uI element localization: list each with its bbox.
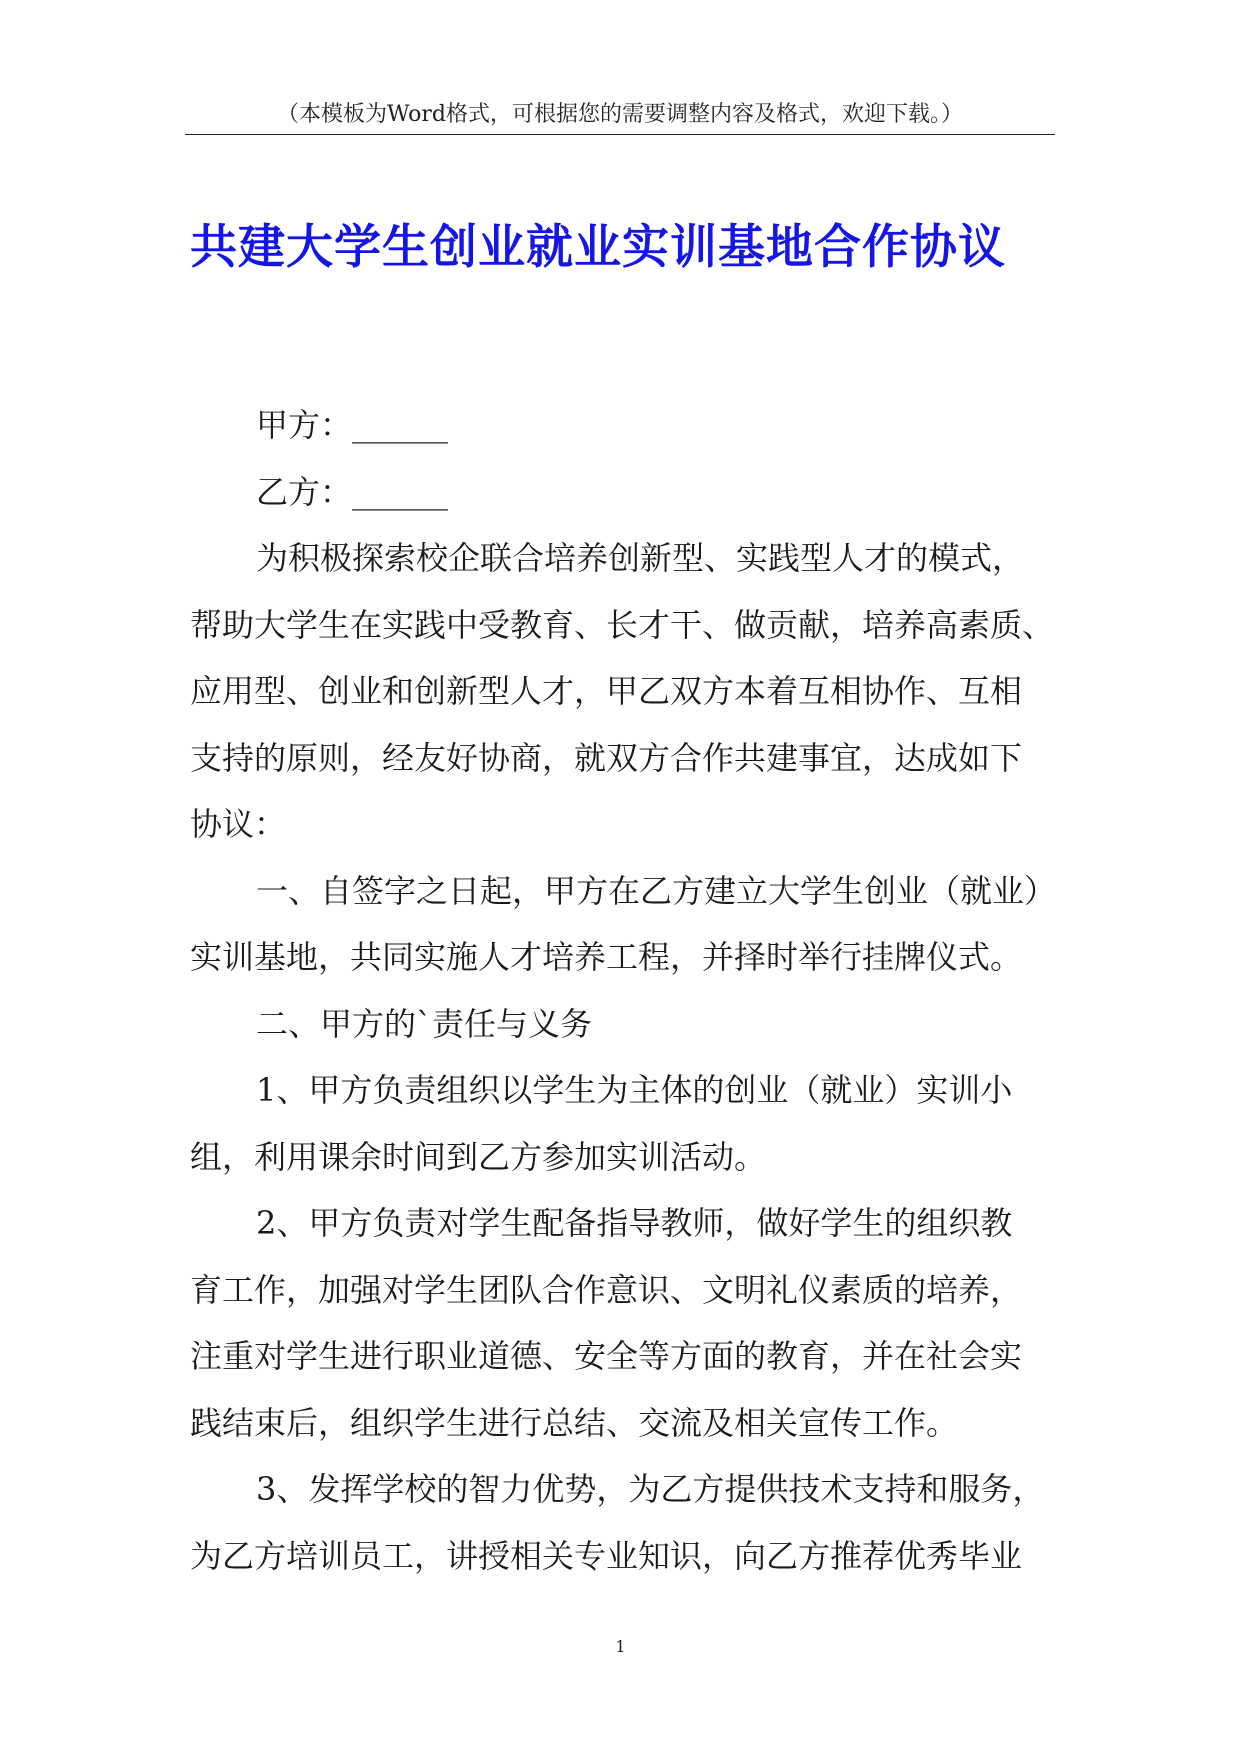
body-line: 育工作，加强对学生团队合作意识、文明礼仪素质的培养，: [190, 1270, 1023, 1309]
party-b-line: 乙方：______: [256, 472, 449, 511]
body-line: 实训基地，共同实施人才培养工程，并择时举行挂牌仪式。: [190, 938, 1023, 976]
item-one-line: 1、甲方负责组织以学生为主体的创业（就业）实训小: [256, 1071, 1013, 1109]
body-line: 注重对学生进行职业道德、安全等方面的教育，并在社会实: [190, 1337, 1023, 1375]
document-title: 共建大学生创业就业实训基地合作协议: [190, 220, 1006, 275]
item-two-line: 2、甲方负责对学生配备指导教师，做好学生的组织教: [256, 1204, 1013, 1242]
body-line: 应用型、创业和创新型人才，甲乙双方本着互相协作、互相: [190, 672, 1023, 710]
header-divider: [185, 134, 1055, 135]
clause-two-heading: 二、甲方的`责任与义务: [256, 1004, 593, 1043]
body-line: 组，利用课余时间到乙方参加实训活动。: [190, 1137, 767, 1176]
body-line: 为乙方培训员工，讲授相关专业知识，向乙方推荐优秀毕业: [190, 1536, 1023, 1575]
item-three-line: 3、发挥学校的智力优势，为乙方提供技术支持和服务，: [256, 1470, 1045, 1508]
clause-one-line: 一、自签字之日起，甲方在乙方建立大学生创业（就业）: [256, 871, 1057, 910]
document-body: [190, 392, 1060, 1589]
body-line: 帮助大学生在实践中受教育、长才干、做贡献，培养高素质、: [190, 605, 1055, 644]
body-line: 践结束后，组织学生进行总结、交流及相关宣传工作。: [190, 1403, 959, 1442]
body-line: 为积极探索校企联合培养创新型、实践型人才的模式，: [256, 539, 1025, 577]
body-line: 协议：: [190, 805, 287, 843]
template-note: （本模板为Word格式，可根据您的需要调整内容及格式，欢迎下载。）: [277, 102, 963, 127]
body-line: 支持的原则，经友好协商，就双方合作共建事宜，达成如下: [190, 738, 1023, 777]
page-number: 1: [615, 1637, 626, 1656]
party-a-line: 甲方：______: [256, 406, 449, 444]
